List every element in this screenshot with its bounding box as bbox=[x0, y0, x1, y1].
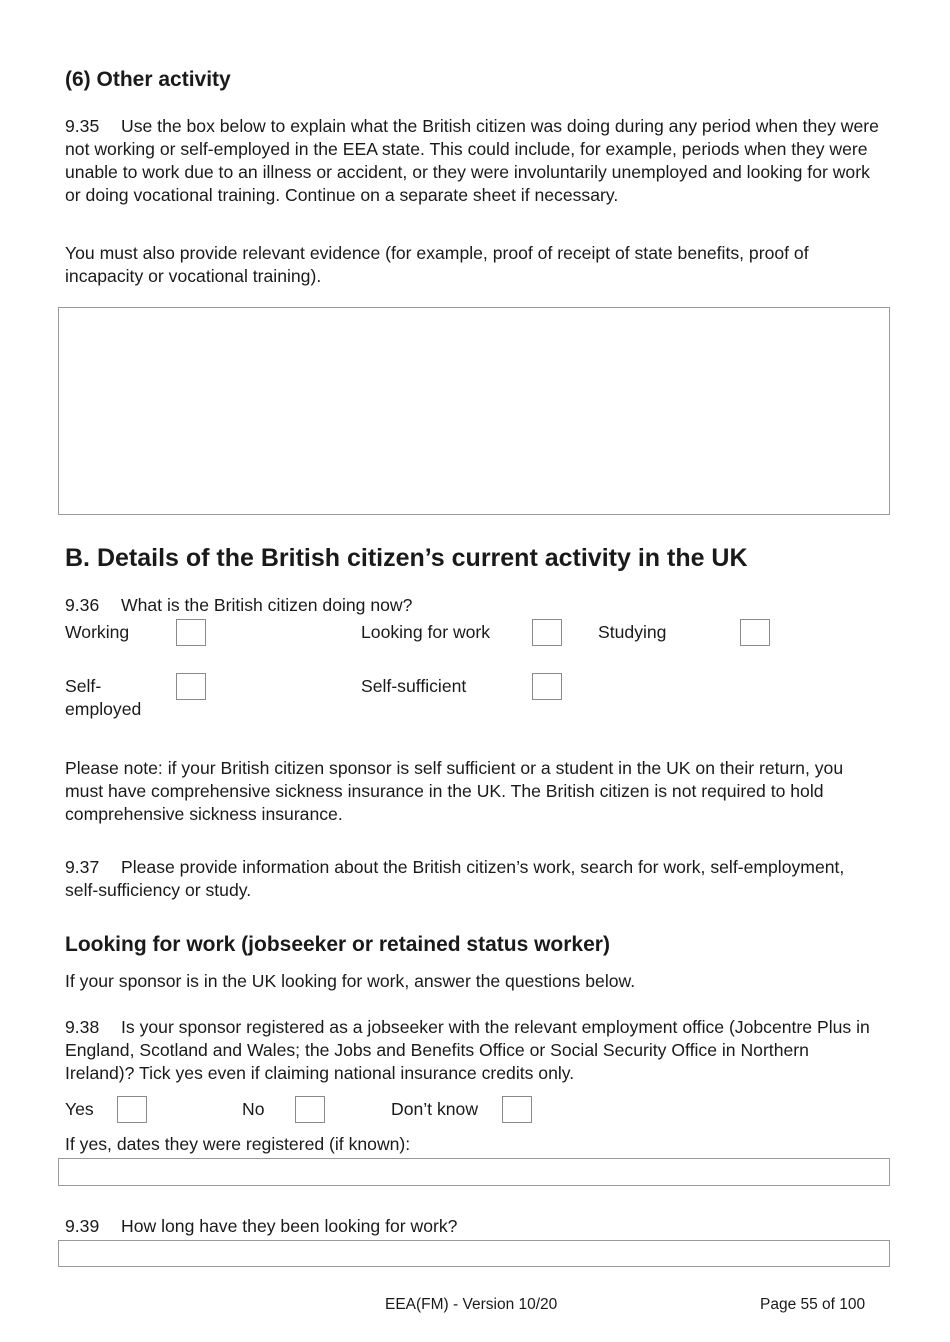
option-self-employed-label bbox=[65, 675, 141, 721]
question-9-35 bbox=[65, 115, 880, 207]
question-number: 9.39 bbox=[65, 1216, 100, 1236]
question-text: Please provide information about the British citizen’s work, search for work, self-employment, self-sufficiency or study. bbox=[65, 857, 845, 900]
section-6-title: (6) Other activity bbox=[65, 68, 231, 91]
job-search-duration-field[interactable] bbox=[58, 1240, 890, 1267]
other-activity-explanation-box[interactable] bbox=[58, 307, 890, 515]
question-text: What is the British citizen doing now? bbox=[121, 595, 413, 615]
dont-know-checkbox[interactable] bbox=[502, 1096, 532, 1123]
question-number: 9.37 bbox=[65, 857, 100, 877]
question-number: 9.38 bbox=[65, 1017, 100, 1037]
registration-dates-label: If yes, dates they were registered (if known): bbox=[65, 1134, 411, 1154]
studying-checkbox[interactable] bbox=[740, 619, 770, 646]
question-9-36 bbox=[65, 594, 880, 617]
option-no-label: No bbox=[242, 1099, 265, 1119]
section-b-title: B. Details of the British citizen’s current activity in the UK bbox=[65, 544, 748, 572]
working-checkbox[interactable] bbox=[176, 619, 206, 646]
no-checkbox[interactable] bbox=[295, 1096, 325, 1123]
option-working-label: Working bbox=[65, 622, 130, 642]
yes-checkbox[interactable] bbox=[117, 1096, 147, 1123]
self-sufficient-checkbox[interactable] bbox=[532, 673, 562, 700]
question-text: Use the box below to explain what the British citizen was doing during any period when they were not working or self-employed in the EEA state. This could include, for example, periods when they were unable to work due to an illness or accident, or they were involuntarily unemployed and looking for work or doing vocational training. Continue on a separate sheet if necessary. bbox=[65, 116, 879, 205]
question-9-39 bbox=[65, 1215, 880, 1238]
footer-version: EEA(FM) - Version 10/20 bbox=[385, 1296, 558, 1313]
question-number: 9.35 bbox=[65, 116, 100, 136]
option-dont-know-label: Don’t know bbox=[391, 1099, 479, 1119]
insurance-note: Please note: if your British citizen sponsor is self sufficient or a student in the UK on their return, you must have comprehensive sickness insurance in the UK. The British citizen is not required to hold comprehensive sickness insurance. bbox=[65, 758, 844, 824]
looking-for-work-checkbox[interactable] bbox=[532, 619, 562, 646]
footer-page-number: Page 55 of 100 bbox=[760, 1296, 866, 1313]
registration-dates-field[interactable] bbox=[58, 1158, 890, 1186]
question-text: Is your sponsor registered as a jobseeker with the relevant employment office (Jobcentre Plus in England, Scotland and Wales; the Jobs and Benefits Office or Social Security Office in Northern Ireland)? Tick yes even if claiming national insurance credits only. bbox=[65, 1017, 870, 1083]
looking-for-work-intro: If your sponsor is in the UK looking for work, answer the questions below. bbox=[65, 971, 636, 991]
evidence-note: You must also provide relevant evidence (for example, proof of receipt of state benefits, proof of incapacity or vocational training). bbox=[65, 243, 809, 286]
option-yes-label: Yes bbox=[65, 1099, 94, 1119]
looking-for-work-title: Looking for work (jobseeker or retained status worker) bbox=[65, 933, 610, 956]
question-text: How long have they been looking for work? bbox=[121, 1216, 458, 1236]
option-self-sufficient-label: Self-sufficient bbox=[361, 676, 467, 696]
option-looking-for-work-label: Looking for work bbox=[361, 622, 491, 642]
question-9-38 bbox=[65, 1016, 880, 1085]
self-employed-line-1: Self- bbox=[65, 676, 102, 696]
option-studying-label: Studying bbox=[598, 622, 667, 642]
question-number: 9.36 bbox=[65, 595, 100, 615]
self-employed-checkbox[interactable] bbox=[176, 673, 206, 700]
self-employed-line-2: employed bbox=[65, 699, 142, 719]
question-9-37 bbox=[65, 856, 880, 902]
